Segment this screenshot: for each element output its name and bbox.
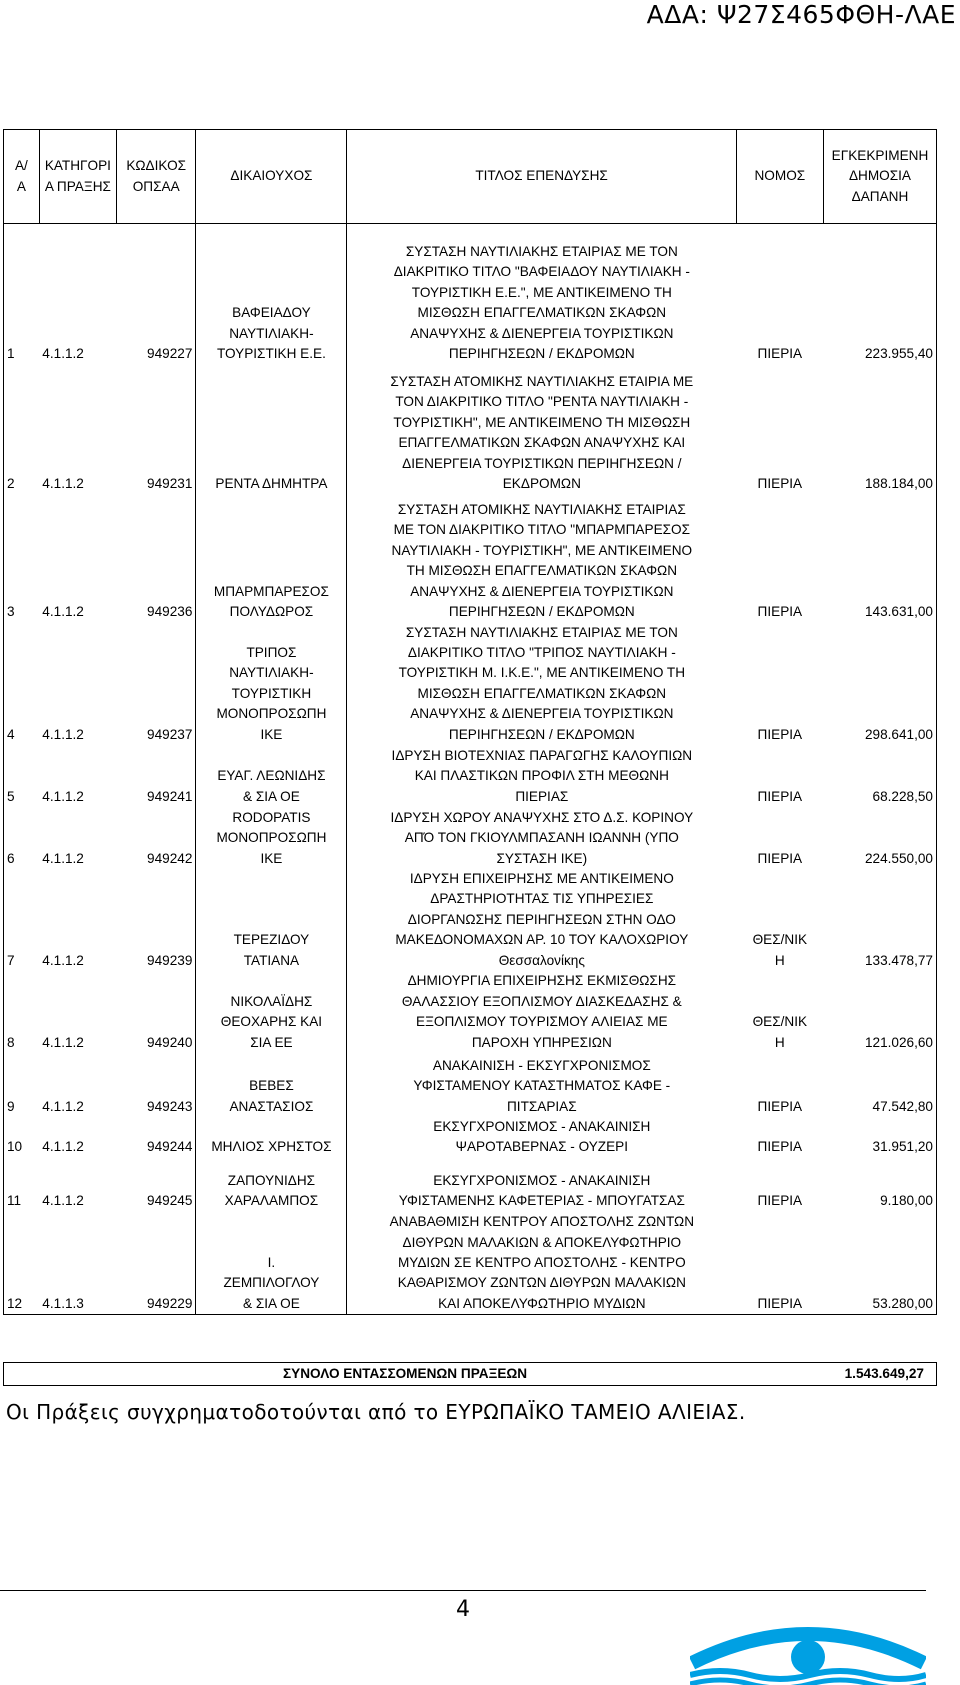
- header-code: ΚΩΔΙΚΟΣ ΟΠΣΑΑ: [116, 130, 195, 224]
- row-number: 2: [4, 365, 40, 495]
- table-row: [4, 365, 937, 495]
- row-code: 949239: [147, 952, 193, 968]
- row-category: 4.1.1.3: [39, 1212, 116, 1315]
- row-category: 4.1.1.2: [42, 788, 84, 804]
- row-amount: 31.951,20: [823, 1117, 936, 1158]
- row-number: 6: [4, 807, 40, 869]
- row-number: 9: [4, 1053, 40, 1117]
- row-number: 8: [4, 971, 40, 1053]
- row-category: 4.1.1.2: [42, 1034, 84, 1050]
- row-prefecture: ΘΕΣ/ΝΙΚ Η: [752, 1014, 808, 1050]
- row-beneficiary: ΝΙΚΟΛΑΪΔΗΣ ΘΕΟΧΑΡΗΣ ΚΑΙ ΣΙΑ ΕΕ: [196, 971, 347, 1053]
- ada-code: ΑΔΑ: Ψ27Σ465ΦΘΗ-ΛΑΕ: [646, 0, 956, 29]
- table-row: [4, 1053, 937, 1117]
- row-prefecture: ΠΙΕΡΙΑ: [757, 726, 803, 742]
- row-amount: 68.228,50: [823, 745, 936, 807]
- row-beneficiary: ΜΗΛΙΟΣ ΧΡΗΣΤΟΣ: [196, 1117, 347, 1158]
- row-prefecture: ΠΙΕΡΙΑ: [757, 1139, 803, 1155]
- header-amount: ΕΓΚΕΚΡΙΜΕΝΗ ΔΗΜΟΣΙΑ ΔΑΠΑΝΗ: [823, 130, 936, 224]
- row-prefecture: ΠΙΕΡΙΑ: [757, 850, 803, 866]
- header-category: ΚΑΤΗΓΟΡΙ Α ΠΡΑΞΗΣ: [39, 130, 116, 224]
- table-row: [4, 623, 937, 745]
- row-title: ΑΝΑΒΑΘΜΙΣΗ ΚΕΝΤΡΟΥ ΑΠΟΣΤΟΛΗΣ ΖΩΝΤΩΝ ΔΙΘΥΡΩΝ ΜΑΛΑΚΙΩΝ & ΑΠΟΚΕΛΥΦΩΤΗΡΙΟ ΜΥΔΙΩΝ ΣΕ ΚΕΝΤΡΟ ΑΠΟΣΤΟΛΗΣ - ΚΕΝΤΡΟ ΚΑΘΑΡΙΣΜΟΥ ΖΩΝΤΩΝ ΔΙΘΥΡΩΝ ΜΑΛΑΚΙΩΝ ΚΑΙ ΑΠΟΚΕΛΥΦΩΤΗΡΙΟ ΜΥΔΙΩΝ: [347, 1212, 736, 1315]
- row-number: 11: [4, 1158, 40, 1212]
- footer-divider: [0, 1590, 926, 1591]
- row-number: 3: [4, 495, 40, 623]
- table-row: [4, 745, 937, 807]
- row-code: 949243: [147, 1098, 193, 1114]
- row-amount: 188.184,00: [823, 365, 936, 495]
- row-number: 12: [4, 1212, 40, 1315]
- row-title: ΙΔΡΥΣΗ ΒΙΟΤΕΧΝΙΑΣ ΠΑΡΑΓΩΓΗΣ ΚΑΛΟΥΠΙΩΝ ΚΑΙ ΠΛΑΣΤΙΚΩΝ ΠΡΟΦΙΛ ΣΤΗ ΜΕΘΩΝΗ ΠΙΕΡΙΑΣ: [391, 747, 693, 804]
- table-row: [4, 495, 937, 623]
- row-beneficiary: ΖΑΠΟΥΝΙΔΗΣ ΧΑΡΑΛΑΜΠΟΣ: [196, 1158, 347, 1212]
- header-beneficiary: ΔΙΚΑΙΟΥΧΟΣ: [196, 130, 347, 224]
- row-number: 5: [4, 745, 40, 807]
- row-number: 10: [4, 1117, 40, 1158]
- row-prefecture: ΠΙΕΡΙΑ: [736, 224, 823, 365]
- row-code: 949241: [147, 788, 193, 804]
- row-number: 1: [4, 224, 40, 365]
- row-amount: 224.550,00: [823, 807, 936, 869]
- total-value: 1.543.649,27: [844, 1366, 924, 1381]
- row-code: 949236: [147, 604, 193, 620]
- row-amount: 143.631,00: [823, 495, 936, 623]
- row-amount: 9.180,00: [823, 1158, 936, 1212]
- header-title: ΤΙΤΛΟΣ ΕΠΕΝΔΥΣΗΣ: [347, 130, 736, 224]
- row-amount: 53.280,00: [823, 1212, 936, 1315]
- row-beneficiary: ΒΑΦΕΙΑΔΟΥ ΝΑΥΤΙΛΙΑΚΗ- ΤΟΥΡΙΣΤΙΚΗ Ε.Ε.: [196, 224, 347, 365]
- header-prefecture: ΝΟΜΟΣ: [736, 130, 823, 224]
- row-prefecture: ΠΙΕΡΙΑ: [757, 1098, 803, 1114]
- row-code: 949240: [147, 1034, 193, 1050]
- row-beneficiary: ΤΕΡΕΖΙΔΟΥ ΤΑΤΙΑΝΑ: [196, 869, 347, 971]
- row-title: ΕΚΣΥΓΧΡΟΝΙΣΜΟΣ - ΑΝΑΚΑΙΝΙΣΗ ΨΑΡΟΤΑΒΕΡΝΑΣ - ΟΥΖΕΡΙ: [433, 1118, 651, 1155]
- row-amount: 47.542,80: [823, 1053, 936, 1117]
- row-prefecture: ΘΕΣ/ΝΙΚ Η: [752, 932, 808, 968]
- row-category: 4.1.1.2: [42, 476, 84, 492]
- row-code: 949231: [147, 476, 193, 492]
- table-row: [4, 807, 937, 869]
- row-number: 4: [4, 623, 40, 745]
- table-row: [4, 1212, 937, 1315]
- row-code: 949242: [147, 850, 193, 866]
- row-title: ΣΥΣΤΑΣΗ ΝΑΥΤΙΛΙΑΚΗΣ ΕΤΑΙΡΙΑΣ ΜΕ ΤΟΝ ΔΙΑΚΡΙΤΙΚΟ ΤΙΤΛΟ "ΒΑΦΕΙΑΔΟΥ ΝΑΥΤΙΛΙΑΚΗ - ΤΟΥΡΙΣΤΙΚΗ Ε.Ε.", ΜΕ ΑΝΤΙΚΕΙΜΕΝΟ ΤΗ ΜΙΣΘΩΣΗ ΕΠΑΓΓΕΛΜΑΤΙΚΩΝ ΣΚΑΦΩΝ ΑΝΑΨΥΧΗΣ & ΔΙΕΝΕΡΓΕΙΑ ΤΟΥΡΙΣΤΙΚΩΝ ΠΕΡΙΗΓΗΣΕΩΝ / ΕΚΔΡΟΜΩΝ: [347, 224, 736, 365]
- table-row: [4, 224, 937, 365]
- table-header-row: [4, 130, 937, 224]
- row-amount: 121.026,60: [823, 971, 936, 1053]
- row-title: ΕΚΣΥΓΧΡΟΝΙΣΜΟΣ - ΑΝΑΚΑΙΝΙΣΗ ΥΦΙΣΤΑΜΕΝΗΣ ΚΑΦΕΤΕΡΙΑΣ - ΜΠΟΥΓΑΤΣΑΣ: [398, 1172, 685, 1209]
- row-title: ΙΔΡΥΣΗ ΧΩΡΟΥ ΑΝΑΨΥΧΗΣ ΣΤΟ Δ.Σ. ΚΟΡΙΝΟΥ ΑΠΌ ΤΟΝ ΓΚΙΟΥΛΜΠΑΣΑΝΗ ΙΩΑΝΝΗ (ΥΠΟ ΣΥΣΤΑΣΗ ΙΚΕ): [390, 809, 694, 866]
- row-category: 4.1.1.2: [42, 1139, 84, 1155]
- row-title: ΑΝΑΚΑΙΝΙΣΗ - ΕΚΣΥΓΧΡΟΝΙΣΜΟΣ ΥΦΙΣΤΑΜΕΝΟΥ ΚΑΤΑΣΤΗΜΑΤΟΣ ΚΑΦΕ - ΠΙΤΣΑΡΙΑΣ: [413, 1057, 671, 1114]
- row-amount: 133.478,77: [823, 869, 936, 971]
- row-code: 949244: [147, 1139, 193, 1155]
- row-number: 7: [4, 869, 40, 971]
- row-code: 949227: [116, 224, 195, 365]
- funding-note: Οι Πράξεις συγχρηματοδοτούνται από το ΕΥΡΩΠΑΪΚΟ ΤΑΜΕΙΟ ΑΛΙΕΙΑΣ.: [6, 1400, 746, 1424]
- table-row: [4, 1158, 937, 1212]
- row-title: ΔΗΜΙΟΥΡΓΙΑ ΕΠΙΧΕΙΡΗΣΗΣ ΕΚΜΙΣΘΩΣΗΣ ΘΑΛΑΣΣΙΟΥ ΕΞΟΠΛΙΣΜΟΥ ΔΙΑΣΚΕΔΑΣΗΣ & ΕΞΟΠΛΙΣΜΟΥ ΤΟΥΡΙΣΜΟΥ ΑΛΙΕΙΑΣ ΜΕ ΠΑΡΟΧΗ ΥΠΗΡΕΣΙΩΝ: [401, 973, 682, 1050]
- row-category: 4.1.1.2: [42, 952, 84, 968]
- row-title: ΣΥΣΤΑΣΗ ΑΤΟΜΙΚΗΣ ΝΑΥΤΙΛΙΑΚΗΣ ΕΤΑΙΡΙΑΣ ΜΕ ΤΟΝ ΔΙΑΚΡΙΤΙΚΟ ΤΙΤΛΟ "ΜΠΑΡΜΠΑΡΕΣΟΣ ΝΑΥΤΙΛΙΑΚΗ - ΤΟΥΡΙΣΤΙΚΗ", ΜΕ ΑΝΤΙΚΕΙΜΕΝΟ ΤΗ ΜΙΣΘΩΣΗ ΕΠΑΓΓΕΛΜΑΤΙΚΩΝ ΣΚΑΦΩΝ ΑΝΑΨΥΧΗΣ & ΔΙΕΝΕΡΓΕΙΑ ΤΟΥΡΙΣΤΙΚΩΝ ΠΕΡΙΗΓΗΣΕΩΝ / ΕΚΔΡΟΜΩΝ: [391, 502, 693, 620]
- row-category: 4.1.1.2: [42, 604, 84, 620]
- row-category: 4.1.1.2: [42, 1098, 84, 1114]
- row-amount: 223.955,40: [823, 224, 936, 365]
- row-prefecture: ΠΙΕΡΙΑ: [757, 788, 803, 804]
- row-code: 949229: [116, 1212, 195, 1315]
- total-row: [3, 1362, 937, 1386]
- total-label: ΣΥΝΟΛΟ ΕΝΤΑΣΣΟΜΕΝΩΝ ΠΡΑΞΕΩΝ: [283, 1366, 528, 1381]
- table-row: [4, 971, 937, 1053]
- row-title: ΣΥΣΤΑΣΗ ΑΤΟΜΙΚΗΣ ΝΑΥΤΙΛΙΑΚΗΣ ΕΤΑΙΡΙΑ ΜΕ ΤΟΝ ΔΙΑΚΡΙΤΙΚΟ ΤΙΤΛΟ "ΡΕΝΤΑ ΝΑΥΤΙΛΙΑΚΗ - ΤΟΥΡΙΣΤΙΚΗ", ΜΕ ΑΝΤΙΚΕΙΜΕΝΟ ΤΗ ΜΙΣΘΩΣΗ ΕΠΑΓΓΕΛΜΑΤΙΚΩΝ ΣΚΑΦΩΝ ΑΝΑΨΥΧΗΣ ΚΑΙ ΔΙΕΝΕΡΓΕΙΑ ΤΟΥΡΙΣΤΙΚΩΝ ΠΕΡΙΗΓΗΣΕΩΝ / ΕΚΔΡΟΜΩΝ: [390, 374, 694, 492]
- row-category: 4.1.1.2: [42, 1193, 84, 1209]
- table-row: [4, 869, 937, 971]
- row-code: 949237: [147, 726, 193, 742]
- row-beneficiary: ΜΠΑΡΜΠΑΡΕΣΟΣ ΠΟΛΥΔΩΡΟΣ: [196, 495, 347, 623]
- row-beneficiary: ΕΥΑΓ. ΛΕΩΝΙΔΗΣ & ΣΙΑ ΟΕ: [196, 745, 347, 807]
- row-prefecture: ΠΙΕΡΙΑ: [757, 1193, 803, 1209]
- row-amount: 298.641,00: [823, 623, 936, 745]
- page-number: 4: [456, 1597, 470, 1622]
- row-prefecture: ΠΙΕΡΙΑ: [757, 604, 803, 620]
- row-beneficiary: ΡΕΝΤΑ ΔΗΜΗΤΡΑ: [196, 365, 347, 495]
- row-title: ΣΥΣΤΑΣΗ ΝΑΥΤΙΛΙΑΚΗΣ ΕΤΑΙΡΙΑΣ ΜΕ ΤΟΝ ΔΙΑΚΡΙΤΙΚΟ ΤΙΤΛΟ "ΤΡΙΠΟΣ ΝΑΥΤΙΛΙΑΚΗ - ΤΟΥΡΙΣΤΙΚΗ Μ. Ι.Κ.Ε.", ΜΕ ΑΝΤΙΚΕΙΜΕΝΟ ΤΗ ΜΙΣΘΩΣΗ ΕΠΑΓΓΕΛΜΑΤΙΚΩΝ ΣΚΑΦΩΝ ΑΝΑΨΥΧΗΣ & ΔΙΕΝΕΡΓΕΙΑ ΤΟΥΡΙΣΤΙΚΩΝ ΠΕΡΙΗΓΗΣΕΩΝ / ΕΚΔΡΟΜΩΝ: [398, 624, 686, 742]
- row-prefecture: ΠΙΕΡΙΑ: [757, 476, 803, 492]
- row-code: 949245: [147, 1193, 193, 1209]
- row-category: 4.1.1.2: [39, 224, 116, 365]
- header-aa: Α/ Α: [4, 130, 40, 224]
- projects-table: [3, 129, 937, 1315]
- row-title: ΙΔΡΥΣΗ ΕΠΙΧΕΙΡΗΣΗΣ ΜΕ ΑΝΤΙΚΕΙΜΕΝΟ ΔΡΑΣΤΗΡΙΟΤΗΤΑΣ ΤΙΣ ΥΠΗΡΕΣΙΕΣ ΔΙΟΡΓΑΝΩΣΗΣ ΠΕΡΙΗΓΗΣΕΩΝ ΣΤΗΝ ΟΔΟ ΜΑΚΕΔΟΝΟΜΑΧΩΝ ΑΡ. 10 ΤΟΥ ΚΑΛΟΧΩΡΙΟΥ Θεσσαλονίκης: [395, 870, 689, 968]
- table-row: [4, 1117, 937, 1158]
- row-beneficiary: ΒΕΒΕΣ ΑΝΑΣΤΑΣΙΟΣ: [196, 1053, 347, 1117]
- eye-wave-logo: [690, 1623, 926, 1685]
- row-category: 4.1.1.2: [42, 850, 84, 866]
- row-beneficiary: RODOPATIS ΜΟΝΟΠΡΟΣΩΠΗ ΙΚΕ: [196, 807, 347, 869]
- row-beneficiary: Ι. ΖΕΜΠΙΛΟΓΛΟΥ & ΣΙΑ ΟΕ: [196, 1212, 347, 1315]
- row-prefecture: ΠΙΕΡΙΑ: [736, 1212, 823, 1315]
- row-beneficiary: ΤΡΙΠΟΣ ΝΑΥΤΙΛΙΑΚΗ- ΤΟΥΡΙΣΤΙΚΗ ΜΟΝΟΠΡΟΣΩΠΗ ΙΚΕ: [196, 623, 347, 745]
- row-category: 4.1.1.2: [42, 726, 84, 742]
